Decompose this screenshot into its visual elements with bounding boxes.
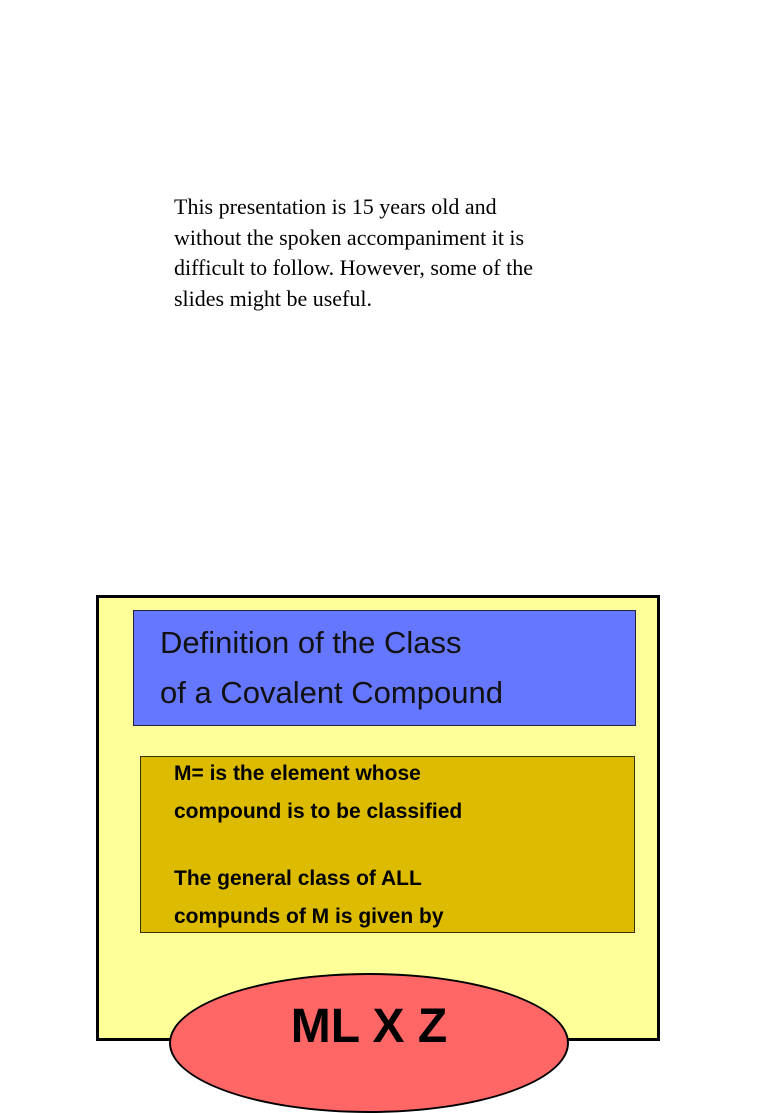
general-formula: ML X Z [290,1000,448,1053]
definition-box [140,756,635,933]
intro-paragraph [174,192,614,314]
slide-frame [96,595,660,1053]
definition-line: The general class of ALL [174,867,422,890]
definition-line: M= is the element whose [174,762,421,785]
definition-line: compunds of M is given by [174,905,444,928]
slide-title-line: Definition of the Class [160,625,462,660]
definition-line: compound is to be classified [174,800,463,823]
intro-line: without the spoken accompaniment it is [174,224,525,250]
intro-line: slides might be useful. [174,285,372,311]
intro-line: difficult to follow. However, some of the [174,255,533,280]
slide-title-box [133,610,636,726]
formula-oval [169,973,569,1113]
slide-title-line: of a Covalent Compound [160,675,503,710]
intro-line: This presentation is 15 years old and [174,194,497,219]
